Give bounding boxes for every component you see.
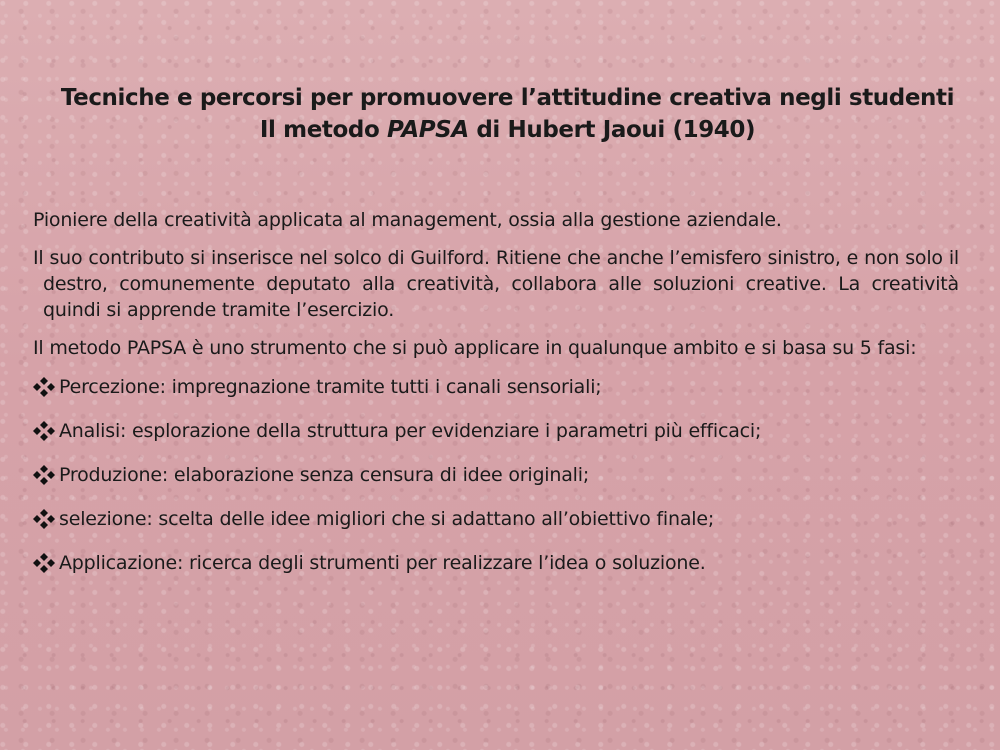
- phase-selection-text: selezione: scelta delle idee migliori che si adattano all’obiettivo finale;: [59, 508, 715, 530]
- title-line-2: [20, 114, 995, 146]
- list-item: [33, 549, 959, 593]
- list-item: [33, 417, 959, 461]
- phase-production-text: Produzione: elaborazione senza censura di idee originali;: [59, 464, 590, 486]
- title-line-2-suffix: di Hubert Jaoui (1940): [468, 117, 756, 143]
- list-item: [33, 505, 959, 549]
- paragraph-contribution: Il suo contributo si inserisce nel solco di Guilford. Ritiene che anche l’emisfero sinistro, e non solo il destro, comunemente deputato alla creatività, collabora alle soluzioni creative. La creatività quindi si apprende tramite l’esercizio.: [33, 247, 959, 321]
- phase-perception-text: Percezione: impregnazione tramite tutti i canali sensoriali;: [59, 376, 602, 398]
- slide-body: [33, 207, 959, 593]
- list-item: [33, 373, 959, 417]
- title-method-name: PAPSA: [386, 117, 469, 143]
- phase-analysis-text: Analisi: esplorazione della struttura per evidenziare i parametri più efficaci;: [59, 420, 762, 442]
- list-item: [33, 461, 959, 505]
- slide-title: [20, 82, 995, 146]
- four-diamond-bullet-icon: [33, 465, 59, 485]
- paragraph-method: Il metodo PAPSA è uno strumento che si può applicare in qualunque ambito e si basa su 5 fasi:: [33, 337, 917, 359]
- phase-application-text: Applicazione: ricerca degli strumenti per realizzare l’idea o soluzione.: [59, 552, 706, 574]
- phase-list: [33, 373, 959, 593]
- title-line-1: Tecniche e percorsi per promuovere l’attitudine creativa negli studenti: [60, 85, 955, 111]
- title-line-2-prefix: Il metodo: [259, 117, 387, 143]
- four-diamond-bullet-icon: [33, 377, 59, 397]
- four-diamond-bullet-icon: [33, 553, 59, 573]
- four-diamond-bullet-icon: [33, 509, 59, 529]
- four-diamond-bullet-icon: [33, 421, 59, 441]
- paragraph-pioneer: Pioniere della creatività applicata al management, ossia alla gestione aziendale.: [33, 209, 782, 231]
